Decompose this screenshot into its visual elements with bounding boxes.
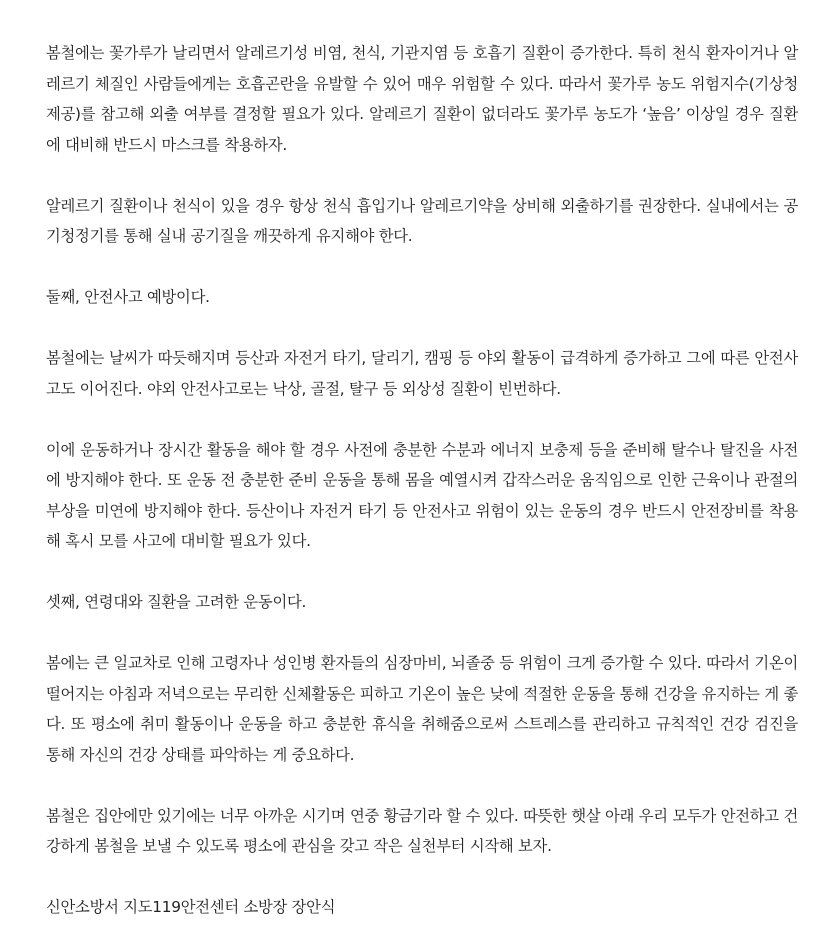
section-heading-age-exercise: 셋째, 연령대와 질환을 고려한 운동이다.	[46, 593, 307, 611]
paragraph-temperature-health: 봄에는 큰 일교차로 인해 고령자나 성인병 환자들의 심장마비, 뇌졸중 등 위험이 크게 증가할 수 있다. 따라서 기온이 떨어지는 아침과 저녁으로는 무리한 신체활동은 피하고 기온이 높은 낮에 적절한 운동을 통해 건강을 유지하는 게 좋다. 또 평소에 취미 활동이나 운동을 하고 충분한 휴식을 취해줌으로써 스트레스를 관리하고 규칙적인 건강 검진을 통해 자신의 건강 상태를 파악하는 게 중요하다.	[46, 654, 798, 764]
article-body	[46, 38, 798, 923]
paragraph-pollen-allergy: 봄철에는 꽃가루가 날리면서 알레르기성 비염, 천식, 기관지염 등 호흡기 질환이 증가한다. 특히 천식 환자이거나 알레르기 체질인 사람들에게는 호흡곤란을 유발할 수 있어 매우 위험할 수 있다. 따라서 꽃가루 농도 위험지수(기상청 제공)를 참고해 외출 여부를 결정할 필요가 있다. 알레르기 질환이 없더라도 꽃가루 농도가 ‘높음’ 이상일 경우 질환에 대비해 반드시 마스크를 착용하자.	[46, 44, 798, 154]
paragraph-conclusion: 봄철은 집안에만 있기에는 너무 아까운 시기며 연중 황금기라 할 수 있다. 따뜻한 햇살 아래 우리 모두가 안전하고 건강하게 봄철을 보낼 수 있도록 평소에 관심을 갖고 작은 실천부터 시작해 보자.	[46, 806, 798, 855]
paragraph-exercise-preparation: 이에 운동하거나 장시간 활동을 해야 할 경우 사전에 충분한 수분과 에너지 보충제 등을 준비해 탈수나 탈진을 사전에 방지해야 한다. 또 운동 전 충분한 준비 운동을 통해 몸을 예열시켜 갑작스러운 움직임으로 인한 근육이나 관절의 부상을 미연에 방지해야 한다. 등산이나 자전거 타기 등 안전사고 위험이 있는 운동의 경우 반드시 안전장비를 착용해 혹시 모를 사고에 대비할 필요가 있다.	[46, 440, 798, 550]
paragraph-outdoor-activity: 봄철에는 날씨가 따듯해지며 등산과 자전거 타기, 달리기, 캠핑 등 야외 활동이 급격하게 증가하고 그에 따른 안전사고도 이어진다. 야외 안전사고로는 낙상, 골절, 탈구 등 외상성 질환이 빈번하다.	[46, 349, 798, 398]
paragraph-asthma-advice: 알레르기 질환이나 천식이 있을 경우 항상 천식 흡입기나 알레르기약을 상비해 외출하기를 권장한다. 실내에서는 공기청정기를 통해 실내 공기질을 깨끗하게 유지해야 한다.	[46, 196, 798, 245]
author-byline: 신안소방서 지도119안전센터 소방장 장안식	[46, 898, 336, 916]
section-heading-safety: 둘째, 안전사고 예방이다.	[46, 288, 210, 306]
